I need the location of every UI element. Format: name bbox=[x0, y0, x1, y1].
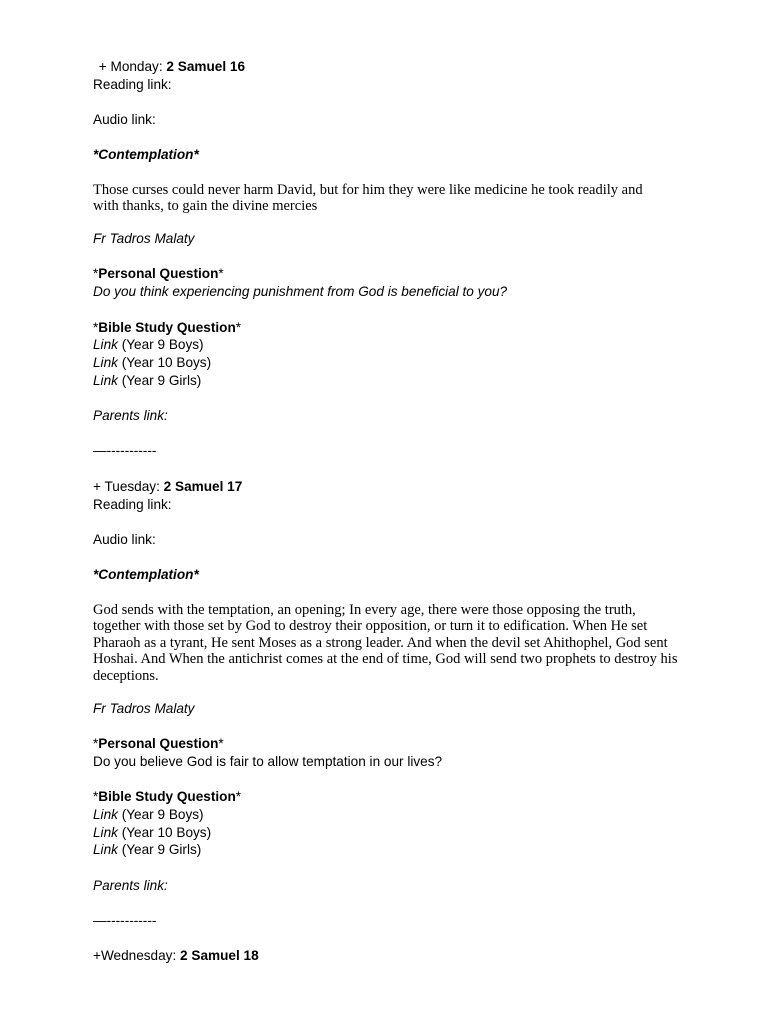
study-group: (Year 10 Boys) bbox=[117, 354, 212, 370]
study-group: (Year 9 Girls) bbox=[117, 372, 202, 388]
study-group: (Year 9 Boys) bbox=[117, 337, 204, 353]
personal-question-text: Do you think experiencing punishment from God is beneficial to you? bbox=[93, 284, 508, 300]
study-link[interactable]: Link bbox=[93, 842, 118, 858]
passage-title: 2 Samuel 18 bbox=[180, 948, 259, 964]
study-link[interactable]: Link bbox=[93, 824, 118, 840]
study-group: (Year 9 Girls) bbox=[117, 842, 202, 858]
study-link-row bbox=[93, 354, 693, 372]
author-name: Fr Tadros Malaty bbox=[93, 700, 195, 716]
audio-link-label: Audio link: bbox=[93, 112, 156, 128]
parents-link-label: Parents link: bbox=[93, 877, 168, 893]
document-page bbox=[93, 58, 693, 965]
bible-study-heading: *Bible Study Question* bbox=[93, 319, 242, 335]
day-prefix: + Monday: bbox=[95, 59, 167, 74]
passage-title: 2 Samuel 16 bbox=[166, 59, 246, 74]
day-heading-wednesday bbox=[93, 947, 693, 965]
bible-study-heading: *Bible Study Question* bbox=[93, 789, 242, 805]
contemplation-heading: *Contemplation* bbox=[93, 567, 199, 583]
audio-link-label: Audio link: bbox=[93, 531, 156, 547]
day-prefix: +Wednesday: bbox=[93, 948, 181, 964]
personal-question-text: Do you believe God is fair to allow temptation in our lives? bbox=[93, 753, 443, 769]
personal-question-heading: *Personal Question* bbox=[93, 736, 224, 752]
study-link[interactable]: Link bbox=[93, 337, 118, 353]
study-link[interactable]: Link bbox=[93, 354, 118, 370]
study-link-row bbox=[93, 841, 693, 859]
parents-link-label: Parents link: bbox=[93, 408, 168, 424]
passage-title: 2 Samuel 17 bbox=[163, 478, 243, 494]
study-link-row bbox=[93, 372, 693, 390]
study-link-row bbox=[93, 824, 693, 842]
contemplation-heading: *Contemplation* bbox=[93, 147, 199, 163]
contemplation-text: God sends with the temptation, an opening; In every age, there were those opposing the truth, together with those set by God to destroy their opposition, or turn it to edification. When He set Pharaoh as a tyrant, He sent Moses as a strong leader. And when the devil set Ahithophel, God sent Hoshai. And When the antichrist comes at the end of time, God will send two prophets to destroy his deceptions. bbox=[93, 601, 678, 685]
reading-link-label: Reading link: bbox=[93, 496, 172, 512]
study-group: (Year 9 Boys) bbox=[117, 806, 204, 822]
study-group: (Year 10 Boys) bbox=[117, 824, 212, 840]
day-prefix: + Tuesday: bbox=[93, 478, 164, 494]
study-link[interactable]: Link bbox=[93, 806, 118, 822]
contemplation-text: Those curses could never harm David, but for him they were like medicine he took readily and with thanks, to gain the divine mercies bbox=[93, 181, 643, 215]
personal-question-heading: *Personal Question* bbox=[93, 266, 224, 282]
reading-link-label: Reading link: bbox=[93, 76, 172, 92]
day-heading-tuesday bbox=[93, 478, 693, 496]
study-link-row bbox=[93, 806, 693, 824]
day-heading-monday bbox=[93, 58, 693, 76]
section-separator: —----------- bbox=[93, 913, 157, 929]
study-link[interactable]: Link bbox=[93, 372, 118, 388]
author-name: Fr Tadros Malaty bbox=[93, 231, 195, 247]
study-link-row bbox=[93, 336, 693, 354]
section-separator: —----------- bbox=[93, 443, 157, 459]
